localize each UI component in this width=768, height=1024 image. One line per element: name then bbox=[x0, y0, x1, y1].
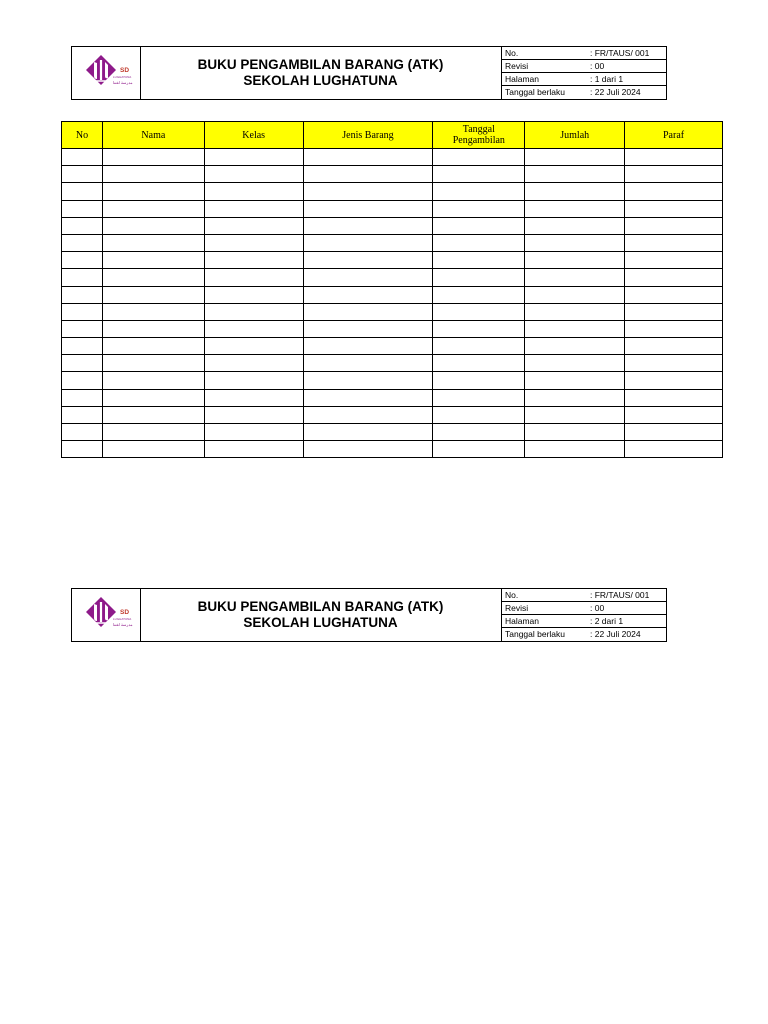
table-cell[interactable] bbox=[102, 338, 204, 355]
meta-row-halaman bbox=[501, 615, 667, 628]
table-cell[interactable] bbox=[62, 166, 103, 183]
col-jumlah: Jumlah bbox=[525, 122, 625, 149]
meta-row-revisi bbox=[501, 602, 667, 615]
table-cell[interactable] bbox=[303, 372, 433, 389]
table-cell[interactable] bbox=[204, 320, 303, 337]
table-cell[interactable] bbox=[525, 372, 625, 389]
atk-table bbox=[61, 121, 723, 458]
table-row bbox=[62, 303, 723, 320]
form-title-line2: SEKOLAH LUGHATUNA bbox=[243, 615, 398, 630]
table-row bbox=[62, 166, 723, 183]
table-cell[interactable] bbox=[204, 424, 303, 441]
table-cell[interactable] bbox=[303, 149, 433, 166]
col-tanggal-line1: Tanggal bbox=[462, 124, 495, 135]
meta-row-revisi bbox=[501, 60, 667, 73]
table-row bbox=[62, 355, 723, 372]
col-jenis-barang: Jenis Barang bbox=[303, 122, 433, 149]
table-cell[interactable] bbox=[102, 441, 204, 458]
table-cell[interactable] bbox=[303, 441, 433, 458]
table-cell[interactable] bbox=[62, 372, 103, 389]
table-cell[interactable] bbox=[625, 389, 723, 406]
meta-key: No. bbox=[505, 48, 519, 58]
logo-arabic-text: مدرسة لغتنا bbox=[113, 80, 133, 85]
meta-row-tanggal bbox=[501, 628, 667, 641]
table-cell[interactable] bbox=[525, 338, 625, 355]
meta-value: : 1 dari 1 bbox=[590, 74, 624, 84]
meta-value: : 22 Juli 2024 bbox=[590, 629, 641, 639]
col-kelas: Kelas bbox=[204, 122, 303, 149]
meta-key: Halaman bbox=[505, 74, 540, 84]
table-cell[interactable] bbox=[525, 441, 625, 458]
meta-key: Revisi bbox=[505, 603, 529, 613]
table-cell[interactable] bbox=[303, 269, 433, 286]
meta-value: : FR/TAUS/ 001 bbox=[590, 48, 650, 58]
table-cell[interactable] bbox=[525, 217, 625, 234]
logo-badge: SD bbox=[120, 67, 130, 74]
form-title bbox=[140, 47, 502, 99]
table-cell[interactable] bbox=[625, 303, 723, 320]
table-cell[interactable] bbox=[204, 286, 303, 303]
logo-small-text: LUGHATUNA bbox=[113, 75, 132, 79]
table-cell[interactable] bbox=[625, 217, 723, 234]
table-cell[interactable] bbox=[433, 338, 525, 355]
form-header-2 bbox=[71, 588, 667, 642]
table-cell[interactable] bbox=[62, 183, 103, 200]
table-cell[interactable] bbox=[303, 286, 433, 303]
table-cell[interactable] bbox=[303, 234, 433, 251]
table-cell[interactable] bbox=[102, 200, 204, 217]
form-title-line1: BUKU PENGAMBILAN BARANG (ATK) bbox=[197, 57, 444, 72]
meta-key: Revisi bbox=[505, 61, 529, 71]
table-cell[interactable] bbox=[625, 252, 723, 269]
table-cell[interactable] bbox=[62, 320, 103, 337]
meta-row-halaman bbox=[501, 73, 667, 86]
table-cell[interactable] bbox=[525, 424, 625, 441]
table-cell[interactable] bbox=[303, 389, 433, 406]
table-cell[interactable] bbox=[102, 252, 204, 269]
table-cell[interactable] bbox=[62, 303, 103, 320]
table-cell[interactable] bbox=[102, 320, 204, 337]
table-cell[interactable] bbox=[433, 355, 525, 372]
table-cell[interactable] bbox=[62, 217, 103, 234]
table-row bbox=[62, 252, 723, 269]
table-cell[interactable] bbox=[204, 338, 303, 355]
table-cell[interactable] bbox=[102, 389, 204, 406]
table-cell[interactable] bbox=[433, 406, 525, 423]
table-cell[interactable] bbox=[102, 269, 204, 286]
meta-value: : FR/TAUS/ 001 bbox=[590, 590, 650, 600]
col-tanggal-pengambilan bbox=[433, 122, 525, 149]
form-meta bbox=[501, 589, 667, 641]
table-cell[interactable] bbox=[625, 424, 723, 441]
col-no: No bbox=[62, 122, 103, 149]
table-cell[interactable] bbox=[204, 406, 303, 423]
meta-value: : 00 bbox=[590, 603, 605, 613]
table-row bbox=[62, 320, 723, 337]
table-cell[interactable] bbox=[525, 303, 625, 320]
table-row bbox=[62, 441, 723, 458]
form-title bbox=[140, 589, 502, 641]
table-cell[interactable] bbox=[204, 303, 303, 320]
table-cell[interactable] bbox=[62, 424, 103, 441]
school-logo-icon bbox=[72, 47, 140, 99]
school-logo bbox=[72, 47, 141, 99]
table-row bbox=[62, 234, 723, 251]
table-cell[interactable] bbox=[102, 372, 204, 389]
table-cell[interactable] bbox=[433, 234, 525, 251]
table-row bbox=[62, 406, 723, 423]
table-cell[interactable] bbox=[433, 217, 525, 234]
table-cell[interactable] bbox=[204, 372, 303, 389]
table-body bbox=[62, 149, 723, 458]
table-cell[interactable] bbox=[102, 303, 204, 320]
table-cell[interactable] bbox=[303, 252, 433, 269]
table-cell[interactable] bbox=[625, 338, 723, 355]
table-row bbox=[62, 338, 723, 355]
table-cell[interactable] bbox=[204, 355, 303, 372]
table-cell[interactable] bbox=[625, 320, 723, 337]
table-cell[interactable] bbox=[102, 149, 204, 166]
table-cell[interactable] bbox=[625, 355, 723, 372]
table-cell[interactable] bbox=[525, 166, 625, 183]
table-row bbox=[62, 149, 723, 166]
table-cell[interactable] bbox=[204, 252, 303, 269]
table-cell[interactable] bbox=[102, 424, 204, 441]
table-cell[interactable] bbox=[204, 234, 303, 251]
meta-key: Tanggal berlaku bbox=[505, 629, 566, 639]
table-cell[interactable] bbox=[62, 355, 103, 372]
table-row bbox=[62, 389, 723, 406]
table-cell[interactable] bbox=[303, 200, 433, 217]
meta-row-no bbox=[501, 47, 667, 60]
meta-row-tanggal bbox=[501, 86, 667, 99]
form-title-line1: BUKU PENGAMBILAN BARANG (ATK) bbox=[197, 599, 444, 614]
table-cell[interactable] bbox=[303, 183, 433, 200]
table-cell[interactable] bbox=[303, 424, 433, 441]
school-logo-icon bbox=[72, 589, 140, 641]
table-cell[interactable] bbox=[625, 234, 723, 251]
table-cell[interactable] bbox=[433, 372, 525, 389]
logo-arabic-text: مدرسة لغتنا bbox=[113, 622, 133, 627]
col-tanggal-line2: Pengambilan bbox=[452, 135, 505, 146]
table-cell[interactable] bbox=[303, 406, 433, 423]
table-row bbox=[62, 200, 723, 217]
table-cell[interactable] bbox=[62, 269, 103, 286]
table-cell[interactable] bbox=[303, 166, 433, 183]
table-cell[interactable] bbox=[525, 406, 625, 423]
table-cell[interactable] bbox=[204, 166, 303, 183]
table-cell[interactable] bbox=[625, 406, 723, 423]
table-cell[interactable] bbox=[204, 149, 303, 166]
table-cell[interactable] bbox=[62, 149, 103, 166]
table-cell[interactable] bbox=[625, 441, 723, 458]
meta-row-no bbox=[501, 589, 667, 602]
table-cell[interactable] bbox=[62, 286, 103, 303]
table-cell[interactable] bbox=[102, 406, 204, 423]
table-cell[interactable] bbox=[433, 200, 525, 217]
table-cell[interactable] bbox=[433, 303, 525, 320]
table-cell[interactable] bbox=[525, 320, 625, 337]
table-cell[interactable] bbox=[525, 149, 625, 166]
table-cell[interactable] bbox=[204, 269, 303, 286]
table-cell[interactable] bbox=[303, 217, 433, 234]
table-row bbox=[62, 269, 723, 286]
school-logo bbox=[72, 589, 141, 641]
table-cell[interactable] bbox=[62, 406, 103, 423]
table-cell[interactable] bbox=[525, 269, 625, 286]
table-cell[interactable] bbox=[433, 252, 525, 269]
table-cell[interactable] bbox=[525, 389, 625, 406]
table-cell[interactable] bbox=[433, 424, 525, 441]
table-cell[interactable] bbox=[204, 389, 303, 406]
table-cell[interactable] bbox=[625, 166, 723, 183]
table-cell[interactable] bbox=[433, 389, 525, 406]
table-cell[interactable] bbox=[204, 200, 303, 217]
table-cell[interactable] bbox=[204, 441, 303, 458]
table-cell[interactable] bbox=[62, 338, 103, 355]
table-cell[interactable] bbox=[625, 286, 723, 303]
table-cell[interactable] bbox=[303, 320, 433, 337]
table-cell[interactable] bbox=[303, 355, 433, 372]
meta-key: Halaman bbox=[505, 616, 540, 626]
meta-key: Tanggal berlaku bbox=[505, 87, 566, 97]
table-row bbox=[62, 372, 723, 389]
table-cell[interactable] bbox=[433, 183, 525, 200]
form-meta bbox=[501, 47, 667, 99]
table-cell[interactable] bbox=[102, 183, 204, 200]
table-cell[interactable] bbox=[625, 200, 723, 217]
table-cell[interactable] bbox=[62, 441, 103, 458]
table-cell[interactable] bbox=[102, 355, 204, 372]
table-row bbox=[62, 424, 723, 441]
table-cell[interactable] bbox=[433, 149, 525, 166]
table-cell[interactable] bbox=[625, 183, 723, 200]
table-cell[interactable] bbox=[102, 217, 204, 234]
table-cell[interactable] bbox=[525, 200, 625, 217]
table-header-row bbox=[62, 122, 723, 149]
table-cell[interactable] bbox=[525, 183, 625, 200]
table-cell[interactable] bbox=[433, 286, 525, 303]
form-title-line2: SEKOLAH LUGHATUNA bbox=[243, 73, 398, 88]
table-cell[interactable] bbox=[204, 183, 303, 200]
table-cell[interactable] bbox=[433, 166, 525, 183]
table-cell[interactable] bbox=[625, 269, 723, 286]
table-cell[interactable] bbox=[433, 269, 525, 286]
meta-value: : 00 bbox=[590, 61, 605, 71]
meta-value: : 22 Juli 2024 bbox=[590, 87, 641, 97]
table-cell[interactable] bbox=[102, 234, 204, 251]
table-cell[interactable] bbox=[204, 217, 303, 234]
table-cell[interactable] bbox=[525, 286, 625, 303]
table-cell[interactable] bbox=[525, 355, 625, 372]
table-cell[interactable] bbox=[62, 234, 103, 251]
table-cell[interactable] bbox=[62, 200, 103, 217]
col-paraf: Paraf bbox=[625, 122, 723, 149]
table-cell[interactable] bbox=[102, 286, 204, 303]
table-cell[interactable] bbox=[303, 338, 433, 355]
logo-small-text: LUGHATUNA bbox=[113, 617, 132, 621]
table-cell[interactable] bbox=[62, 389, 103, 406]
table-cell[interactable] bbox=[525, 234, 625, 251]
table-cell[interactable] bbox=[303, 303, 433, 320]
table-row bbox=[62, 183, 723, 200]
table-cell[interactable] bbox=[625, 372, 723, 389]
meta-value: : 2 dari 1 bbox=[590, 616, 624, 626]
table-cell[interactable] bbox=[433, 441, 525, 458]
meta-key: No. bbox=[505, 590, 519, 600]
logo-badge: SD bbox=[120, 609, 130, 616]
table-cell[interactable] bbox=[625, 149, 723, 166]
form-header-1 bbox=[71, 46, 667, 100]
table-cell[interactable] bbox=[102, 166, 204, 183]
table-cell[interactable] bbox=[62, 252, 103, 269]
table-cell[interactable] bbox=[525, 252, 625, 269]
table-row bbox=[62, 286, 723, 303]
table-row bbox=[62, 217, 723, 234]
table-cell[interactable] bbox=[433, 320, 525, 337]
col-nama: Nama bbox=[102, 122, 204, 149]
